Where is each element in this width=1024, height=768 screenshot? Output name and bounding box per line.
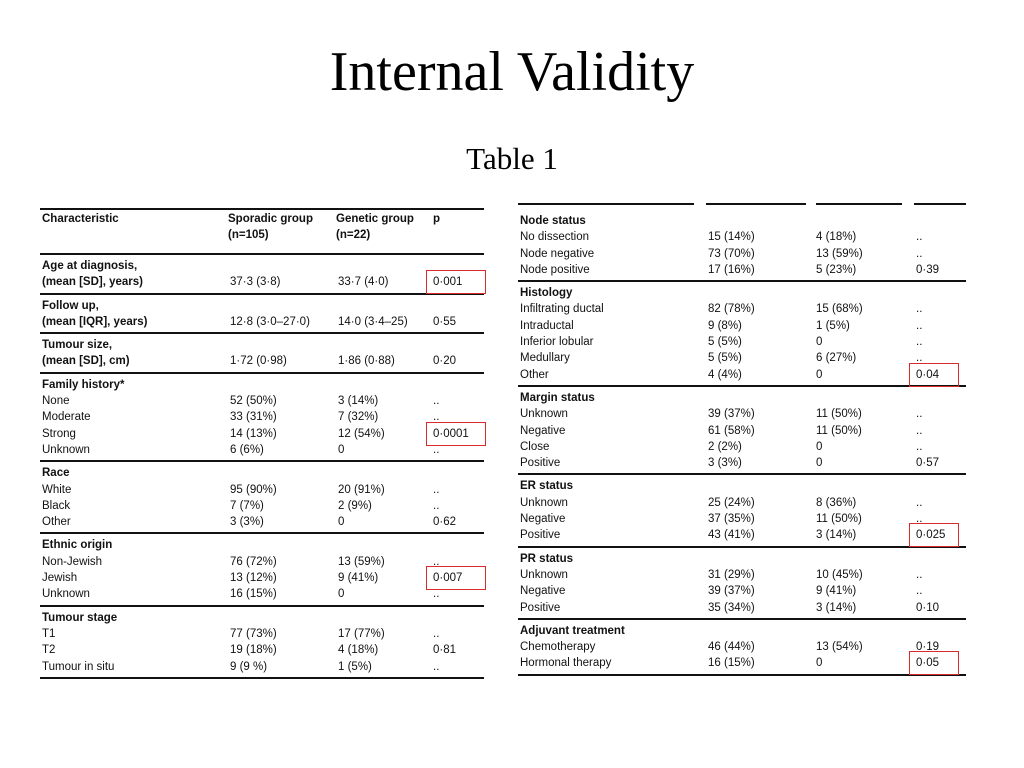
row-label: Non-Jewish <box>42 555 103 568</box>
sporadic-value: 19 (18%) <box>230 644 277 657</box>
sporadic-value: 43 (41%) <box>708 529 755 542</box>
row-label: Black <box>42 499 71 512</box>
header-genetic: Genetic group <box>336 213 414 225</box>
sporadic-value: 12·8 (3·0–27·0) <box>230 315 310 328</box>
table-row <box>518 406 966 422</box>
table-row <box>518 655 966 671</box>
section-rule <box>518 618 966 620</box>
row-label: Positive <box>520 457 561 470</box>
genetic-value: 0 <box>816 336 823 349</box>
table-body <box>518 213 966 676</box>
slide-subtitle: Table 1 <box>466 141 558 176</box>
section-rule <box>518 546 966 548</box>
section-title-text: PR status <box>520 552 574 565</box>
table-row <box>518 318 966 334</box>
row-label: Negative <box>520 585 566 598</box>
genetic-value: 14·0 (3·4–25) <box>338 315 408 328</box>
row-label: (mean [SD], cm) <box>42 355 130 368</box>
table-section <box>40 298 484 331</box>
header-characteristic: Characteristic <box>42 213 119 225</box>
p-value: .. <box>433 555 440 568</box>
sporadic-value: 5 (5%) <box>708 336 742 349</box>
sporadic-value: 3 (3%) <box>230 516 264 529</box>
genetic-value: 13 (59%) <box>816 247 863 260</box>
p-value: 0·05 <box>916 657 940 670</box>
table-row <box>40 298 484 314</box>
genetic-value: 11 (50%) <box>816 513 862 526</box>
section-title-text: Family history* <box>42 378 125 391</box>
sporadic-value: 9 (8%) <box>708 319 742 332</box>
p-value: 0·19 <box>916 641 940 654</box>
sporadic-value: 5 (5%) <box>708 352 742 365</box>
p-value: .. <box>433 499 440 512</box>
section-title <box>518 390 966 406</box>
row-label: Hormonal therapy <box>520 657 612 670</box>
row-label: Unknown <box>520 408 568 421</box>
genetic-value: 11 (50%) <box>816 408 862 421</box>
sporadic-value: 17 (16%) <box>708 263 755 276</box>
genetic-value: 0 <box>338 588 345 601</box>
sporadic-value: 46 (44%) <box>708 641 755 654</box>
table-body <box>40 258 484 679</box>
table-row <box>40 570 484 586</box>
row-label: No dissection <box>520 231 590 244</box>
p-value: 0·0001 <box>433 427 469 440</box>
section-rule <box>40 372 484 374</box>
table-row <box>40 426 484 442</box>
table-row <box>40 442 484 458</box>
section-title-text: Adjuvant treatment <box>520 624 625 637</box>
table-section <box>40 610 484 675</box>
genetic-value: 0 <box>816 368 823 381</box>
table-section <box>40 337 484 370</box>
row-label: Inferior lobular <box>520 336 594 349</box>
row-label: Positive <box>520 601 561 614</box>
genetic-value: 3 (14%) <box>338 395 379 408</box>
section-title-text: Tumour stage <box>42 611 118 624</box>
table-header <box>40 210 484 255</box>
section-title <box>40 610 484 626</box>
genetic-value: 1 (5%) <box>816 319 850 332</box>
genetic-value: 6 (27%) <box>816 352 857 365</box>
table-section <box>40 537 484 602</box>
row-label: (mean [SD], years) <box>42 276 143 289</box>
genetic-value: 0 <box>816 457 823 470</box>
sporadic-value: 76 (72%) <box>230 555 277 568</box>
row-label: Node positive <box>520 263 590 276</box>
section-title <box>518 623 966 639</box>
table-row <box>518 262 966 278</box>
section-title-text: ER status <box>520 480 574 493</box>
genetic-value: 33·7 (4·0) <box>338 276 389 289</box>
table-row <box>40 659 484 675</box>
sporadic-value: 13 (12%) <box>230 572 277 585</box>
row-label: Medullary <box>520 352 570 365</box>
row-label: White <box>42 483 72 496</box>
row-label: Age at diagnosis, <box>42 260 138 272</box>
section-rule <box>40 460 484 462</box>
table-row <box>40 554 484 570</box>
p-value: .. <box>433 395 440 408</box>
genetic-value: 5 (23%) <box>816 263 857 276</box>
genetic-value: 0 <box>816 657 823 670</box>
table-section <box>518 213 966 278</box>
slide-title: Internal Validity <box>329 41 695 103</box>
section-title-text: Race <box>42 467 70 480</box>
genetic-value: 13 (59%) <box>338 555 385 568</box>
sporadic-value: 4 (4%) <box>708 368 742 381</box>
sporadic-value: 52 (50%) <box>230 395 277 408</box>
table-row <box>40 337 484 353</box>
p-value: 0·001 <box>433 276 463 289</box>
row-label: Infiltrating ductal <box>520 303 604 316</box>
genetic-value: 1·86 (0·88) <box>338 355 395 368</box>
table-section <box>40 377 484 458</box>
sporadic-value: 37·3 (3·8) <box>230 276 281 289</box>
table-row <box>518 229 966 245</box>
table-row <box>40 393 484 409</box>
row-label: Negative <box>520 424 566 437</box>
sporadic-value: 6 (6%) <box>230 443 264 456</box>
p-value: .. <box>916 424 923 437</box>
genetic-value: 15 (68%) <box>816 303 863 316</box>
table-section <box>518 478 966 543</box>
p-value: .. <box>433 411 440 424</box>
row-label: Intraductal <box>520 319 574 332</box>
sporadic-value: 16 (15%) <box>708 657 755 670</box>
header-sporadic-n: (n=105) <box>228 229 269 241</box>
genetic-value: 10 (45%) <box>816 568 863 581</box>
row-label: Strong <box>42 427 76 440</box>
p-value: 0·025 <box>916 529 946 542</box>
table-row <box>40 409 484 425</box>
row-label: None <box>42 395 70 408</box>
table-section <box>518 551 966 616</box>
table-row <box>518 334 966 350</box>
p-value: 0·20 <box>433 355 457 368</box>
header-sporadic: Sporadic group <box>228 213 313 225</box>
sporadic-value: 39 (37%) <box>708 408 755 421</box>
table-section <box>40 465 484 530</box>
p-value: .. <box>916 352 923 365</box>
genetic-value: 0 <box>338 443 345 456</box>
section-title <box>518 551 966 567</box>
p-value: .. <box>433 443 440 456</box>
significance-highlight-box <box>909 651 959 675</box>
row-label: Unknown <box>42 443 90 456</box>
p-value: .. <box>916 303 923 316</box>
table-section <box>518 623 966 672</box>
table-row <box>518 301 966 317</box>
row-label: Tumour size, <box>42 339 113 352</box>
sporadic-value: 39 (37%) <box>708 585 755 598</box>
row-label: Unknown <box>520 568 568 581</box>
table-row <box>518 495 966 511</box>
genetic-value: 0 <box>816 440 823 453</box>
genetic-value: 4 (18%) <box>338 644 379 657</box>
sporadic-value: 14 (13%) <box>230 427 277 440</box>
sporadic-value: 95 (90%) <box>230 483 277 496</box>
p-value: .. <box>916 440 923 453</box>
sporadic-value: 37 (35%) <box>708 513 755 526</box>
genetic-value: 11 (50%) <box>816 424 862 437</box>
section-rule <box>518 385 966 387</box>
section-title <box>518 213 966 229</box>
sporadic-value: 9 (9 %) <box>230 660 268 673</box>
section-rule <box>518 674 966 676</box>
characteristics-table-left <box>40 208 484 682</box>
table-row <box>40 353 484 369</box>
table-row <box>40 258 484 274</box>
significance-highlight-box <box>426 270 486 294</box>
p-value: 0·55 <box>433 315 457 328</box>
header-p: p <box>433 213 441 225</box>
significance-highlight-box <box>909 523 959 547</box>
table-row <box>518 567 966 583</box>
sporadic-value: 3 (3%) <box>708 457 742 470</box>
row-label: Unknown <box>42 588 90 601</box>
section-title-text: Ethnic origin <box>42 539 113 552</box>
row-label: Unknown <box>520 496 568 509</box>
section-rule <box>40 605 484 607</box>
section-title <box>40 377 484 393</box>
p-value: .. <box>433 588 440 601</box>
p-value: 0·04 <box>916 368 940 381</box>
genetic-value: 4 (18%) <box>816 231 857 244</box>
sporadic-value: 33 (31%) <box>230 411 277 424</box>
table-section <box>518 390 966 471</box>
p-value: .. <box>916 513 923 526</box>
table-row <box>518 439 966 455</box>
section-rule <box>40 677 484 679</box>
row-label: Follow up, <box>42 299 99 312</box>
genetic-value: 20 (91%) <box>338 483 385 496</box>
row-label: Close <box>520 440 550 453</box>
sporadic-value: 15 (14%) <box>708 231 755 244</box>
p-value: .. <box>916 336 923 349</box>
row-label: Negative <box>520 513 566 526</box>
section-title <box>40 537 484 553</box>
p-value: 0·57 <box>916 457 940 470</box>
table-row <box>40 274 484 290</box>
row-label: Moderate <box>42 411 91 424</box>
table-row <box>40 626 484 642</box>
section-title-text: Histology <box>520 287 573 300</box>
genetic-value: 3 (14%) <box>816 529 857 542</box>
section-title-text: Node status <box>520 215 586 227</box>
row-label: T2 <box>42 644 56 657</box>
table-row <box>518 455 966 471</box>
table-row <box>40 586 484 602</box>
table-row <box>518 639 966 655</box>
p-value: .. <box>916 585 923 598</box>
section-title <box>518 285 966 301</box>
sporadic-value: 7 (7%) <box>230 499 264 512</box>
table-row <box>518 350 966 366</box>
genetic-value: 2 (9%) <box>338 499 372 512</box>
section-title-text: Margin status <box>520 391 595 404</box>
table-row <box>518 246 966 262</box>
table-top-rule <box>518 203 966 205</box>
genetic-value: 8 (36%) <box>816 496 857 509</box>
characteristics-table-right <box>518 203 966 679</box>
row-label: (mean [IQR], years) <box>42 315 148 328</box>
table-row <box>40 314 484 330</box>
genetic-value: 17 (77%) <box>338 627 385 640</box>
section-rule <box>40 293 484 295</box>
section-rule <box>40 332 484 334</box>
genetic-value: 7 (32%) <box>338 411 379 424</box>
p-value: .. <box>916 319 923 332</box>
table-row <box>518 527 966 543</box>
table-row <box>40 498 484 514</box>
row-label: T1 <box>42 627 56 640</box>
sporadic-value: 73 (70%) <box>708 247 755 260</box>
p-value: 0·007 <box>433 572 463 585</box>
sporadic-value: 35 (34%) <box>708 601 755 614</box>
sporadic-value: 16 (15%) <box>230 588 277 601</box>
p-value: .. <box>433 627 440 640</box>
sporadic-value: 2 (2%) <box>708 440 742 453</box>
table-section <box>40 258 484 291</box>
row-label: Positive <box>520 529 561 542</box>
section-rule <box>518 473 966 475</box>
section-rule <box>40 532 484 534</box>
genetic-value: 0 <box>338 516 345 529</box>
row-label: Chemotherapy <box>520 641 596 654</box>
header-genetic-n: (n=22) <box>336 229 371 241</box>
p-value: .. <box>433 483 440 496</box>
table-row <box>518 423 966 439</box>
row-label: Other <box>520 368 549 381</box>
section-title <box>40 465 484 481</box>
section-title <box>518 478 966 494</box>
table-section <box>518 285 966 383</box>
p-value: .. <box>916 247 923 260</box>
genetic-value: 3 (14%) <box>816 601 857 614</box>
table-row <box>40 642 484 658</box>
sporadic-value: 25 (24%) <box>708 496 755 509</box>
sporadic-value: 31 (29%) <box>708 568 755 581</box>
p-value: 0·81 <box>433 644 457 657</box>
p-value: 0·62 <box>433 516 457 529</box>
row-label: Node negative <box>520 247 595 260</box>
row-label: Jewish <box>42 572 78 585</box>
significance-highlight-box <box>909 363 959 387</box>
genetic-value: 13 (54%) <box>816 641 863 654</box>
genetic-value: 12 (54%) <box>338 427 385 440</box>
table-row <box>40 514 484 530</box>
table-row <box>40 482 484 498</box>
sporadic-value: 61 (58%) <box>708 424 755 437</box>
table-row <box>518 511 966 527</box>
row-label: Tumour in situ <box>42 660 115 673</box>
sporadic-value: 82 (78%) <box>708 303 755 316</box>
table-row <box>518 367 966 383</box>
p-value: .. <box>916 496 923 509</box>
p-value: 0·39 <box>916 263 940 276</box>
genetic-value: 1 (5%) <box>338 660 372 673</box>
p-value: .. <box>433 660 440 673</box>
row-label: Other <box>42 516 71 529</box>
table-row <box>518 583 966 599</box>
p-value: 0·10 <box>916 601 940 614</box>
sporadic-value: 1·72 (0·98) <box>230 355 287 368</box>
table-row <box>518 600 966 616</box>
section-rule <box>518 280 966 282</box>
p-value: .. <box>916 231 923 244</box>
p-value: .. <box>916 568 923 581</box>
p-value: .. <box>916 408 923 421</box>
genetic-value: 9 (41%) <box>816 585 857 598</box>
sporadic-value: 77 (73%) <box>230 627 277 640</box>
genetic-value: 9 (41%) <box>338 572 379 585</box>
